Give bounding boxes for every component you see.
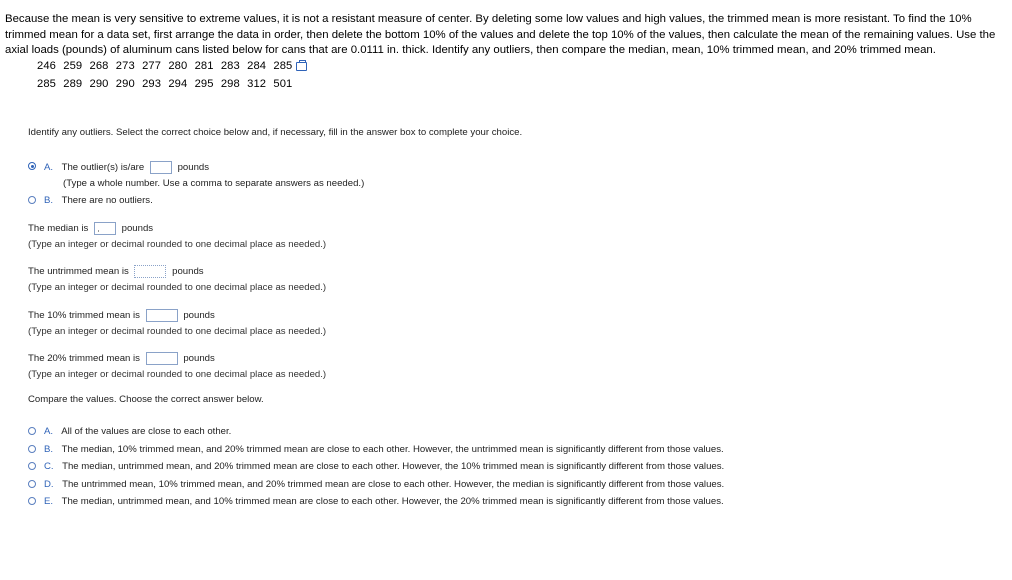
untrimmed-hint: (Type an integer or decimal rounded to one decimal place as needed.): [28, 282, 327, 293]
median-line: [28, 222, 153, 235]
radio-unselected[interactable]: [28, 445, 36, 453]
option-text: The median, untrimmed mean, and 10% trimmed mean are close to each other. However, the 20% trimmed mean is significantly different from those values.: [61, 496, 724, 507]
data-value: 259: [63, 60, 83, 72]
data-value: 294: [168, 78, 188, 90]
compare-option-c[interactable]: [28, 461, 724, 472]
copy-data-icon[interactable]: [296, 62, 307, 71]
trim20-hint: (Type an integer or decimal rounded to one decimal place as needed.): [28, 369, 327, 380]
data-value: 285: [37, 78, 56, 90]
option-text: There are no outliers.: [61, 195, 153, 206]
outlier-answer-input[interactable]: [150, 161, 172, 174]
outlier-option-a[interactable]: [28, 161, 209, 174]
unit-label: pounds: [183, 310, 215, 322]
outlier-option-b[interactable]: [28, 195, 153, 206]
median-answer-input[interactable]: [94, 222, 116, 235]
data-value: 284: [247, 60, 267, 72]
trim20-line: [28, 352, 215, 365]
option-letter: A.: [44, 426, 54, 437]
option-text: The median, 10% trimmed mean, and 20% trimmed mean are close to each other. However, the untrimmed mean is significantly different from those values.: [61, 444, 724, 455]
median-label: The median is: [28, 223, 89, 235]
problem-intro: Because the mean is very sensitive to extreme values, it is not a resistant measure of center. By deleting some low values and high values, the trimmed mean is more resistant. To find the 10% trimmed mean for a data set, first arrange the data in order, then delete the bottom 10% of the values and delete the top 10% of the values, then calculate the mean of the remaining values. Use the axial loads (pounds) of aluminum cans listed below for cans that are 0.0111 in. thick. Identify any outliers, then compare the median, mean, 10% trimmed mean, and 20% trimmed mean.: [5, 13, 996, 56]
trim10-line: [28, 309, 215, 322]
data-value: 298: [220, 78, 240, 90]
unit-label: pounds: [172, 266, 204, 278]
radio-unselected[interactable]: [28, 196, 36, 204]
compare-option-b[interactable]: [28, 444, 724, 455]
trim20-label: The 20% trimmed mean is: [28, 353, 140, 365]
unit-label: pounds: [183, 353, 215, 365]
data-value: 277: [142, 60, 162, 72]
compare-option-d[interactable]: [28, 479, 724, 490]
data-value: 290: [115, 78, 135, 90]
option-letter: E.: [44, 496, 54, 507]
data-value: 295: [194, 78, 214, 90]
data-value: 280: [168, 60, 188, 72]
data-row-2: [37, 78, 300, 90]
data-value: 289: [63, 78, 83, 90]
option-letter: D.: [44, 479, 54, 490]
radio-unselected[interactable]: [28, 480, 36, 488]
compare-option-a[interactable]: [28, 426, 231, 437]
trim10-hint: (Type an integer or decimal rounded to one decimal place as needed.): [28, 326, 327, 337]
trim10-answer-input[interactable]: [146, 309, 178, 322]
untrimmed-line: [28, 265, 204, 278]
outlier-hint: (Type a whole number. Use a comma to separate answers as needed.): [63, 178, 365, 189]
data-value: 501: [273, 78, 293, 90]
trim10-label: The 10% trimmed mean is: [28, 310, 140, 322]
data-value: 285: [273, 60, 293, 72]
option-text: All of the values are close to each other.: [61, 426, 232, 437]
data-value: 268: [89, 60, 109, 72]
trim20-answer-input[interactable]: [146, 352, 178, 365]
data-value: 273: [115, 60, 135, 72]
option-letter: C.: [44, 461, 54, 472]
radio-selected[interactable]: [28, 162, 36, 170]
unit-label: pounds: [121, 223, 154, 235]
data-row-1: [37, 60, 307, 72]
compare-option-e[interactable]: [28, 496, 724, 507]
compare-prompt: Compare the values. Choose the correct answer below.: [28, 394, 264, 405]
radio-unselected[interactable]: [28, 427, 36, 435]
data-value: 312: [247, 78, 267, 90]
radio-unselected[interactable]: [28, 462, 36, 470]
radio-unselected[interactable]: [28, 497, 36, 505]
option-text: The untrimmed mean, 10% trimmed mean, and 20% trimmed mean are close to each other. However, the median is significantly different from those values.: [62, 479, 725, 490]
option-letter: B.: [44, 195, 54, 206]
outlier-prompt: Identify any outliers. Select the correct choice below and, if necessary, fill in the answer box to complete your choice.: [28, 127, 523, 138]
unit-label: pounds: [177, 162, 210, 174]
data-value: 246: [37, 60, 56, 72]
data-value: 281: [194, 60, 214, 72]
data-value: 283: [220, 60, 240, 72]
option-letter: B.: [44, 444, 54, 455]
data-value: 290: [89, 78, 109, 90]
option-text: The outlier(s) is/are: [61, 162, 145, 174]
option-text: The median, untrimmed mean, and 20% trimmed mean are close to each other. However, the 10% trimmed mean is significantly different from those values.: [62, 461, 725, 472]
median-hint: (Type an integer or decimal rounded to one decimal place as needed.): [28, 239, 327, 250]
untrimmed-answer-input[interactable]: [134, 265, 166, 278]
data-value: 293: [142, 78, 162, 90]
untrimmed-label: The untrimmed mean is: [28, 266, 129, 278]
option-letter: A.: [44, 162, 54, 174]
